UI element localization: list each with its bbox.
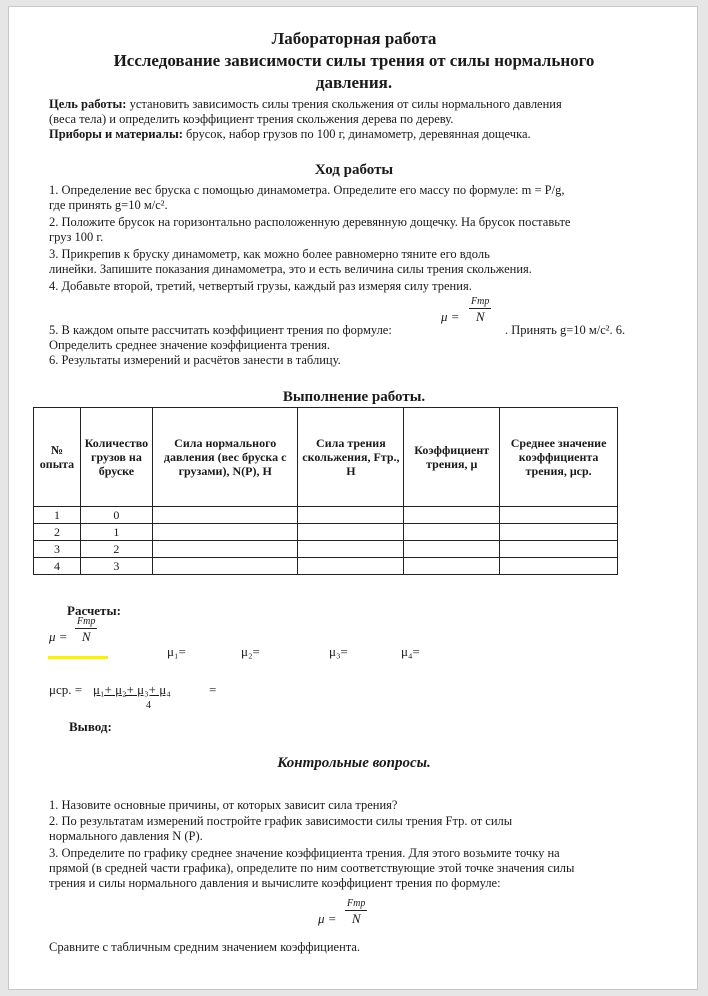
col-header-avg-coefficient: Среднее значение коэффициента трения, μср. (500, 408, 618, 507)
avg-mu-label: μср. = (49, 682, 83, 697)
equipment-label: Приборы и материалы: (49, 127, 183, 141)
step-5: 5. В каждом опыте рассчитать коэффициент трения по формуле: (49, 323, 392, 337)
table-cell: 2 (34, 524, 81, 541)
goal-text: установить зависимость силы трения скольжения от силы нормального давления (126, 97, 562, 111)
procedure-heading: Ход работы (314, 162, 394, 178)
col-header-trial: № опыта (34, 408, 81, 507)
table-cell (500, 507, 618, 524)
table-row (34, 524, 618, 541)
avg-mu-equals: = (209, 682, 217, 697)
question-3: 3. Определите по графику среднее значение коэффициента трения. Для этого возьмите точку на (49, 846, 560, 860)
table-cell (152, 507, 298, 524)
step-1: 1. Определение вес бруска с помощью динамометра. Определите его массу по формуле: m = P/g, (49, 183, 565, 197)
question-3-cont2: трения и силы нормального давления и вычислите коэффициент трения по формуле: (49, 876, 501, 890)
table-cell (404, 541, 500, 558)
col-header-weights: Количество грузов на бруске (80, 408, 152, 507)
formula-numerator: Fтр (471, 296, 490, 307)
step-1-cont: где принять g=10 м/с². (49, 198, 168, 212)
doc-subtitle: Исследование зависимости силы трения от силы нормального (113, 51, 595, 70)
equipment-text: брусок, набор грузов по 100 г, динамометр, деревянная дощечка. (182, 127, 531, 141)
step-6: 6. Результаты измерений и расчётов занести в таблицу. (49, 353, 341, 367)
results-table (33, 407, 618, 575)
formula-denominator: N (475, 309, 485, 324)
results-heading: Выполнение работы. (282, 389, 426, 405)
question-formula-fraction (345, 898, 367, 926)
calc-formula-fraction (75, 616, 97, 644)
question-1: 1. Назовите основные причины, от которых зависит сила трения? (49, 798, 398, 812)
table-cell (298, 541, 404, 558)
step-4: 4. Добавьте второй, третий, четвертый грузы, каждый раз измеряя силу трения. (49, 279, 472, 293)
table-cell (298, 558, 404, 575)
avg-mu-denominator: 4 (146, 700, 151, 711)
mu3-label: μ₃= (329, 644, 348, 659)
step-5-cont: Определить среднее значение коэффициента трения. (49, 338, 331, 352)
avg-mu-numerator: μ₁+ μ₂+ μ₃+ μ₄ (93, 682, 171, 697)
question-formula-denominator: N (351, 911, 361, 926)
formula-mu: μ = (441, 309, 460, 324)
table-cell (404, 558, 500, 575)
table-row (34, 558, 618, 575)
step-2: 2. Положите брусок на горизонтально расположенную деревянную дощечку. На брусок поставьте (49, 215, 571, 229)
table-cell (404, 507, 500, 524)
questions-heading: Контрольные вопросы. (277, 755, 431, 771)
table-row (34, 507, 618, 524)
col-header-normal-force: Сила нормального давления (вес бруска с грузами), N(P), Н (152, 408, 298, 507)
document-page (8, 6, 698, 990)
calc-formula-denominator: N (81, 629, 91, 644)
mu2-label: μ₂= (241, 644, 260, 659)
table-cell (404, 524, 500, 541)
question-3-cont: прямой (в средней части графика), определите по ним соответствующие этой точке значения силы (49, 861, 575, 875)
table-cell (298, 507, 404, 524)
table-cell (152, 541, 298, 558)
question-2-cont: нормального давления N (P). (49, 829, 203, 843)
table-cell (500, 541, 618, 558)
formula-fraction (469, 296, 491, 324)
step-2-cont: груз 100 г. (49, 230, 104, 244)
calc-formula-mu: μ = (49, 629, 68, 644)
table-cell: 1 (34, 507, 81, 524)
table-cell (500, 524, 618, 541)
question-formula-mu: μ = (318, 911, 337, 926)
table-cell: 3 (34, 541, 81, 558)
table-cell (298, 524, 404, 541)
step-3: 3. Прикрепив к бруску динамометр, как можно более равномерно тяните его вдоль (49, 247, 490, 261)
table-cell: 4 (34, 558, 81, 575)
table-cell: 3 (80, 558, 152, 575)
step-5-tail: . Принять g=10 м/с². 6. (505, 323, 626, 337)
table-cell: 0 (80, 507, 152, 524)
goal-line (49, 97, 562, 112)
question-formula-numerator: Fтр (347, 898, 366, 909)
table-cell (500, 558, 618, 575)
goal-label: Цель работы: (49, 97, 127, 111)
table-header-row (34, 408, 618, 507)
table-cell (152, 524, 298, 541)
table-cell: 2 (80, 541, 152, 558)
calc-formula-numerator: Fтр (77, 616, 96, 627)
equipment-line (49, 127, 531, 142)
table-cell (152, 558, 298, 575)
step-3-cont: линейки. Запишите показания динамометра, это и есть величина силы трения скольжения. (49, 262, 532, 276)
goal-text-cont: (веса тела) и определить коэффициент трения скольжения дерева по дереву. (49, 112, 454, 126)
conclusion-label: Вывод: (69, 719, 112, 734)
col-header-coefficient: Коэффициент трения, μ (404, 408, 500, 507)
doc-title: Лабораторная работа (271, 29, 437, 48)
col-header-friction-force: Сила трения скольжения, Fтр., Н (298, 408, 404, 507)
table-cell: 1 (80, 524, 152, 541)
table-row (34, 541, 618, 558)
mu1-label: μ₁= (167, 644, 186, 659)
question-2: 2. По результатам измерений постройте график зависимости силы трения Fтр. от силы (49, 814, 513, 828)
calc-heading: Расчеты: (67, 603, 121, 618)
doc-subtitle-cont: давления. (315, 73, 393, 92)
mu4-label: μ₄= (401, 644, 420, 659)
final-instruction: Сравните с табличным средним значением коэффициента. (49, 940, 361, 954)
formula-highlight (48, 656, 108, 659)
